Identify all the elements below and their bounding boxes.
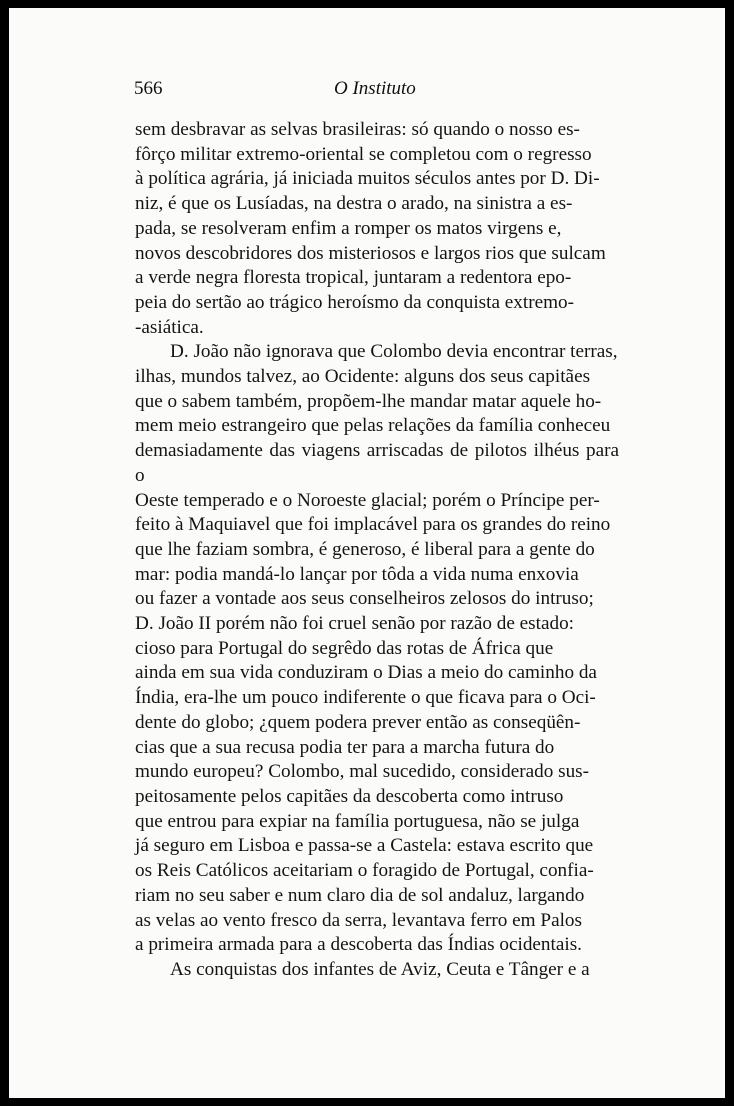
paragraph-continued: sem desbravar as selvas brasileiras: só quando o nosso es- fôrço militar extremo-oriental se completou com o regresso à política agrária, já iniciada muitos séculos antes por D. Di- niz, é que os Lusíadas, na destra o arado, na sinistra a es- pada, se resolveram enfim a romper os matos virgens e, novos descobridores dos misteriosos e largos rios que sulcam a verde negra floresta tropical, juntaram a redentora epo- peia do sertão ao trágico heroísmo da conquista extremo- -asiática.	[135, 119, 606, 338]
page-header	[134, 78, 620, 100]
page-number: 566	[134, 78, 163, 99]
book-page	[9, 8, 725, 1098]
paragraph-conquistas: As conquistas dos infantes de Aviz, Ceuta e Tânger e a	[170, 958, 590, 980]
running-title: O Instituto	[334, 78, 416, 99]
body-text	[135, 118, 619, 983]
paragraph-dom-joao: D. João não ignorava que Colombo devia encontrar terras, ilhas, mundos talvez, ao Ocidente: alguns dos seus capitães que o sabem também, propõem-lhe mandar matar aquele ho- mem meio estrangeiro que pelas relações da família conheceu demasiadamente das viagens arriscadas de pilotos ilhéus para o Oeste temperado e o Noroeste glacial; porém o Príncipe per- feito à Maquiavel que foi implacável para os grandes do reino que lhe faziam sombra, é generoso, é liberal para a gente do mar: podia mandá-lo lançar por tôda a vida numa enxovia ou fazer a vontade aos seus conselheiros zelosos do intruso; D. João II porém não foi cruel senão por razão de estado: cioso para Portugal do segrêdo das rotas de África que ainda em sua vida conduziram o Dias a meio do caminho da Índia, era-lhe um pouco indiferente o que ficava para o Oci- dente do globo; ¿quem podera prever então as conseqüên- cias que a sua recusa podia ter para a marcha futura do mundo europeu? Colombo, mal sucedido, considerado sus- peitosamente pelos capitães da descoberta como intruso que entrou para expiar na família portuguesa, não se julga já seguro em Lisboa e passa-se a Castela: estava escrito que os Reis Católicos aceitariam o foragido de Portugal, confia- riam no seu saber e num claro dia de sol andaluz, largando as velas ao vento fresco da serra, levantava ferro em Palos a primeira armada para a descoberta das Índias ocidentais.	[135, 341, 619, 956]
